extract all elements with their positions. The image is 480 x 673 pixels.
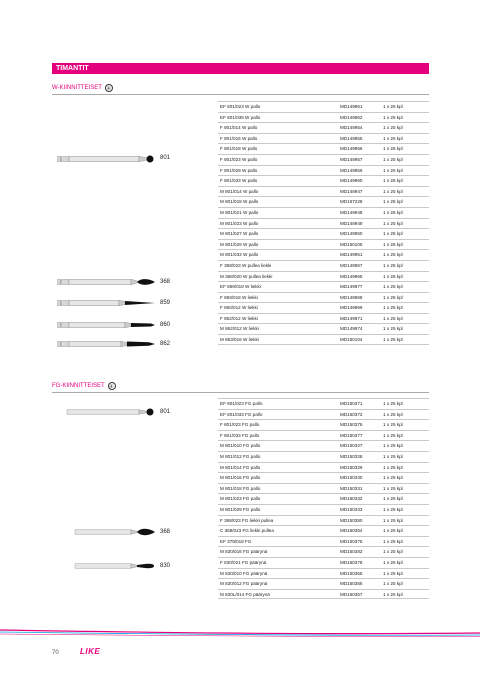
table-row xyxy=(218,472,429,483)
product-name: M 830/010 FG päärynä xyxy=(220,570,268,576)
product-name: M 801/018 W pallo xyxy=(220,199,259,205)
product-code: MD167228 xyxy=(340,199,363,205)
package-size: 1 x 25 kpl xyxy=(383,220,403,226)
product-name: M 801/012 FG pallo xyxy=(220,453,261,459)
package-size: 1 x 25 kpl xyxy=(383,538,403,544)
product-code: MD149977 xyxy=(340,284,363,290)
package-size: 1 x 25 kpl xyxy=(383,496,403,502)
package-size: 1 x 25 kpl xyxy=(383,506,403,512)
product-code: MD150355 xyxy=(340,570,363,576)
table-row xyxy=(218,546,429,557)
bur-830-fg-illustration xyxy=(57,560,157,572)
product-name: F 368/023 W pullea liekki xyxy=(220,262,272,268)
tool-label: 830 xyxy=(160,563,171,569)
tool-label: 862 xyxy=(160,341,171,347)
product-name: F 801/023 W pallo xyxy=(220,156,258,162)
rotation-symbol-icon: ④ xyxy=(109,384,114,390)
product-code: MD149965 xyxy=(340,273,363,279)
section-title-fg xyxy=(52,382,116,390)
bur-862-w-illustration xyxy=(57,338,157,350)
package-size: 1 x 25 kpl xyxy=(383,241,403,247)
package-size: 1 x 25 kpl xyxy=(383,528,403,534)
table-row xyxy=(218,249,429,260)
table-row xyxy=(218,578,429,589)
package-size: 1 x 25 kpl xyxy=(383,125,403,131)
product-code: MD150354 xyxy=(340,528,363,534)
product-table-w xyxy=(218,101,429,345)
package-size: 1 x 25 kpl xyxy=(383,559,403,565)
product-code: MD149962 xyxy=(340,114,363,120)
product-code: MD149961 xyxy=(340,104,363,109)
bur-860-w-illustration xyxy=(57,319,157,331)
product-name: M 801/010 FG pallo xyxy=(220,443,261,449)
table-row xyxy=(218,239,429,250)
product-name: EF 801/033 FG pallo xyxy=(220,411,263,417)
bur-801-fg-illustration xyxy=(57,406,157,418)
package-size: 1 x 25 kpl xyxy=(383,453,403,459)
product-name: F 801/018 W pallo xyxy=(220,146,258,152)
product-code: MD149949 xyxy=(340,220,363,226)
package-size: 1 x 25 kpl xyxy=(383,305,403,311)
package-size: 1 x 25 kpl xyxy=(383,167,403,173)
package-size: 1 x 25 kpl xyxy=(383,188,403,194)
product-code: MD149969 xyxy=(340,305,363,311)
tool-label: 859 xyxy=(160,300,171,306)
package-size: 1 x 25 kpl xyxy=(383,135,403,141)
product-name: M 368/020 W pullea liekki xyxy=(220,273,273,279)
table-row xyxy=(218,313,429,324)
product-name: F 860/012 W liekki xyxy=(220,305,258,311)
package-size: 1 x 25 kpl xyxy=(383,104,403,109)
table-row xyxy=(218,175,429,186)
package-size: 1 x 25 kpl xyxy=(383,422,403,428)
table-row xyxy=(218,515,429,526)
table-row xyxy=(218,409,429,420)
package-size: 1 x 25 kpl xyxy=(383,432,403,438)
rotation-symbol-icon: ④ xyxy=(106,86,112,92)
product-code: MD149957 xyxy=(340,156,363,162)
product-name: M 801/016 FG pallo xyxy=(220,475,261,481)
product-code: MD149974 xyxy=(340,326,363,332)
package-size: 1 x 25 kpl xyxy=(383,443,403,449)
product-code: MD150330 xyxy=(340,475,363,481)
package-size: 1 x 25 kpl xyxy=(383,591,403,597)
tool-label: 860 xyxy=(160,322,171,328)
package-size: 1 x 25 kpl xyxy=(383,570,403,576)
package-size: 1 x 25 kpl xyxy=(383,294,403,300)
product-code: MD149955 xyxy=(340,135,363,141)
product-code: MD149951 xyxy=(340,252,363,258)
product-code: MD149959 xyxy=(340,167,363,173)
product-name: EF 801/023 W pallo xyxy=(220,104,261,109)
package-size: 1 x 25 kpl xyxy=(383,156,403,162)
product-code: MD150380 xyxy=(340,517,363,523)
section-divider xyxy=(52,94,429,95)
product-code: MD149971 xyxy=(340,315,363,321)
product-name: M 801/027 W pallo xyxy=(220,231,259,237)
package-size: 1 x 25 kpl xyxy=(383,411,403,417)
product-name: F 801/029 W pallo xyxy=(220,167,258,173)
table-row xyxy=(218,196,429,207)
package-size: 1 x 25 kpl xyxy=(383,581,403,587)
product-code: MD150382 xyxy=(340,549,363,555)
package-size: 1 x 25 kpl xyxy=(383,273,403,279)
package-size: 1 x 25 kpl xyxy=(383,549,403,555)
product-name: F 862/012 W liekki xyxy=(220,315,258,321)
product-code: MD150333 xyxy=(340,506,363,512)
product-code: MD150356 xyxy=(340,581,363,587)
product-name: F 368/023 FG liekki pullea xyxy=(220,517,274,523)
table-row xyxy=(218,207,429,218)
product-name: F 801/016 W pallo xyxy=(220,135,258,141)
table-row xyxy=(218,557,429,568)
package-size: 1 x 25 kpl xyxy=(383,517,403,523)
table-row xyxy=(218,483,429,494)
product-name: C 368/023 FG liekki pullea xyxy=(220,528,274,534)
product-name: EF 801/035 W pallo xyxy=(220,114,261,120)
product-code: MD150375 xyxy=(340,538,363,544)
package-size: 1 x 25 kpl xyxy=(383,337,403,343)
product-code: MD150357 xyxy=(340,591,363,597)
table-row xyxy=(218,260,429,271)
product-name: M 801/014 FG pallo xyxy=(220,464,261,470)
product-code: MD150331 xyxy=(340,485,363,491)
product-name: EF 859/018 W liekki xyxy=(220,284,261,290)
product-table-fg xyxy=(218,398,429,599)
product-name: M 801/023 FG pallo xyxy=(220,496,261,502)
package-size: 1 x 25 kpl xyxy=(383,252,403,258)
product-code: MD149954 xyxy=(340,125,363,131)
product-code: MD150377 xyxy=(340,432,363,438)
tool-label: 801 xyxy=(160,155,171,161)
product-name: F 801/023 FG pallo xyxy=(220,422,260,428)
package-size: 1 x 25 kpl xyxy=(383,464,403,470)
table-row xyxy=(218,101,429,112)
bur-368-fg-illustration xyxy=(57,526,157,538)
product-code: MD149956 xyxy=(340,146,363,152)
product-code: MD150372 xyxy=(340,411,363,417)
package-size: 1 x 25 kpl xyxy=(383,326,403,332)
package-size: 1 x 25 kpl xyxy=(383,475,403,481)
product-code: MD150105 xyxy=(340,241,363,247)
package-size: 1 x 25 kpl xyxy=(383,262,403,268)
table-row xyxy=(218,292,429,303)
product-name: M 801/033 W pallo xyxy=(220,252,259,258)
table-row xyxy=(218,398,429,409)
product-name: M 801/029 W pallo xyxy=(220,241,259,247)
table-row xyxy=(218,228,429,239)
product-name: EF 379/018 FG xyxy=(220,538,252,544)
product-name: F 801/033 FG pallo xyxy=(220,432,260,438)
product-code: MD150329 xyxy=(340,464,363,470)
product-name: M 801/018 FG pallo xyxy=(220,485,261,491)
product-code: MD150376 xyxy=(340,422,363,428)
product-code: MD150328 xyxy=(340,453,363,459)
product-code: MD150371 xyxy=(340,401,363,406)
table-row xyxy=(218,133,429,144)
product-name: M 801/021 W pallo xyxy=(220,209,259,215)
product-name: M 801/029 FG pallo xyxy=(220,506,261,512)
table-row xyxy=(218,451,429,462)
table-row xyxy=(218,112,429,123)
product-code: MD149950 xyxy=(340,231,363,237)
section-banner: TIMANTIT xyxy=(52,63,429,74)
table-row xyxy=(218,323,429,334)
package-size: 1 x 25 kpl xyxy=(383,485,403,491)
product-name: F 830/021 FG päärynä xyxy=(220,559,267,565)
package-size: 1 x 25 kpl xyxy=(383,146,403,152)
product-code: MD149960 xyxy=(340,178,363,184)
package-size: 1 x 25 kpl xyxy=(383,199,403,205)
table-row xyxy=(218,504,429,515)
table-row xyxy=(218,122,429,133)
table-row xyxy=(218,419,429,430)
section-divider xyxy=(52,392,429,393)
package-size: 1 x 25 kpl xyxy=(383,178,403,184)
product-name: M 801/014 W pallo xyxy=(220,188,259,194)
product-code: MD149967 xyxy=(340,262,363,268)
table-row xyxy=(218,165,429,176)
table-row xyxy=(218,218,429,229)
table-row xyxy=(218,525,429,536)
package-size: 1 x 25 kpl xyxy=(383,401,403,406)
product-name: M 830/016 FG päärynä xyxy=(220,549,268,555)
section-title-text: W-KIINNITTEISET xyxy=(52,85,102,91)
product-name: M 830L/014 FG päärynä xyxy=(220,591,270,597)
bur-859-w-illustration xyxy=(57,297,157,309)
product-name: M 801/023 W pallo xyxy=(220,220,259,226)
product-code: MD149968 xyxy=(340,294,363,300)
table-row xyxy=(218,589,429,600)
package-size: 1 x 25 kpl xyxy=(383,315,403,321)
table-row xyxy=(218,302,429,313)
package-size: 1 x 25 kpl xyxy=(383,284,403,290)
page-number: 70 xyxy=(52,650,59,656)
product-code: MD149948 xyxy=(340,209,363,215)
package-size: 1 x 25 kpl xyxy=(383,231,403,237)
table-row xyxy=(218,430,429,441)
table-row xyxy=(218,334,429,345)
tool-label: 801 xyxy=(160,409,171,415)
product-code: MD149947 xyxy=(340,188,363,194)
section-title-text: FG-KIINNITTEISET xyxy=(52,383,105,389)
table-row xyxy=(218,271,429,282)
tool-label: 368 xyxy=(160,529,171,535)
table-row xyxy=(218,154,429,165)
section-title-w xyxy=(52,84,113,92)
table-row xyxy=(218,462,429,473)
product-name: M 863/016 W liekki xyxy=(220,337,259,343)
table-row xyxy=(218,568,429,579)
package-size: 1 x 25 kpl xyxy=(383,114,403,120)
tool-label: 368 xyxy=(160,279,171,285)
footer-decorative-lines xyxy=(0,629,480,637)
product-code: MD150327 xyxy=(340,443,363,449)
table-row xyxy=(218,440,429,451)
product-name: EF 801/023 FG pallo xyxy=(220,401,263,406)
table-row xyxy=(218,281,429,292)
product-name: M 830/012 FG päärynä xyxy=(220,581,268,587)
table-row xyxy=(218,186,429,197)
product-code: MD150332 xyxy=(340,496,363,502)
product-name: F 859/018 W liekki xyxy=(220,294,258,300)
table-row xyxy=(218,536,429,547)
product-code: MD150378 xyxy=(340,559,363,565)
brand-logo: LIKE xyxy=(80,647,101,656)
product-name: M 862/012 W liekki xyxy=(220,326,259,332)
bur-801-w-illustration xyxy=(57,153,157,165)
table-row xyxy=(218,493,429,504)
bur-368-w-illustration xyxy=(57,276,157,288)
package-size: 1 x 25 kpl xyxy=(383,209,403,215)
product-name: F 801/014 W pallo xyxy=(220,125,258,131)
product-code: MD150104 xyxy=(340,337,363,343)
table-row xyxy=(218,143,429,154)
product-name: F 801/033 W pallo xyxy=(220,178,258,184)
